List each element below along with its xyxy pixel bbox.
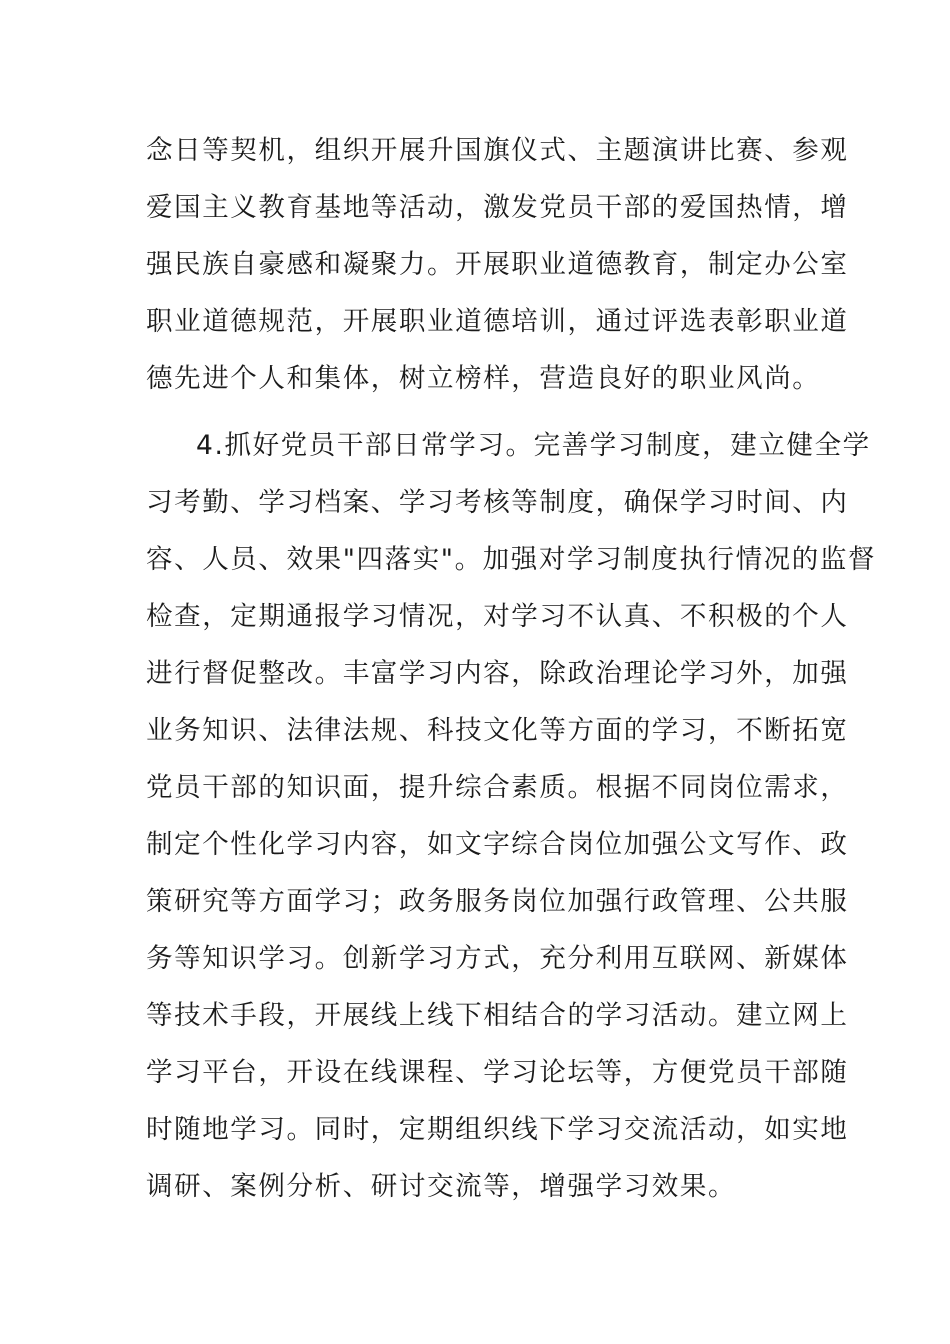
text-line: 调研、案例分析、研讨交流等，增强学习效果。 [146, 1171, 737, 1202]
paragraph-daily-study [146, 417, 877, 1215]
text-line: 德先进个人和集体，树立榜样，营造良好的职业风尚。 [146, 363, 821, 394]
text-line: 进行督促整改。丰富学习内容，除政治理论学习外，加强 [146, 658, 849, 689]
text-line: 念日等契机，组织开展升国旗仪式、主题演讲比赛、参观 [146, 135, 849, 166]
text-line: 业务知识、法律法规、科技文化等方面的学习，不断拓宽 [146, 715, 849, 746]
text-line: 习考勤、学习档案、学习考核等制度，确保学习时间、内 [146, 487, 849, 518]
text-line: 策研究等方面学习；政务服务岗位加强行政管理、公共服 [146, 886, 849, 917]
text-line: 党员干部的知识面，提升综合素质。根据不同岗位需求， [146, 772, 849, 803]
text-line: 强民族自豪感和凝聚力。开展职业道德教育，制定办公室 [146, 249, 849, 280]
section-heading-line: 4.抓好党员干部日常学习。完善学习制度，建立健全学 [196, 430, 871, 461]
text-line: 务等知识学习。创新学习方式，充分利用互联网、新媒体 [146, 943, 849, 974]
text-line: 时随地学习。同时，定期组织线下学习交流活动，如实地 [146, 1114, 849, 1145]
text-line: 检查，定期通报学习情况，对学习不认真、不积极的个人 [146, 601, 849, 632]
text-line: 爱国主义教育基地等活动，激发党员干部的爱国热情，增 [146, 192, 849, 223]
text-line: 制定个性化学习内容，如文字综合岗位加强公文写作、政 [146, 829, 849, 860]
text-line: 职业道德规范，开展职业道德培训，通过评选表彰职业道 [146, 306, 849, 337]
paragraph-patriotic-education [146, 122, 849, 407]
text-line: 容、人员、效果"四落实"。加强对学习制度执行情况的监督 [146, 544, 877, 575]
text-line: 学习平台，开设在线课程、学习论坛等，方便党员干部随 [146, 1057, 849, 1088]
text-line: 等技术手段，开展线上线下相结合的学习活动。建立网上 [146, 1000, 849, 1031]
